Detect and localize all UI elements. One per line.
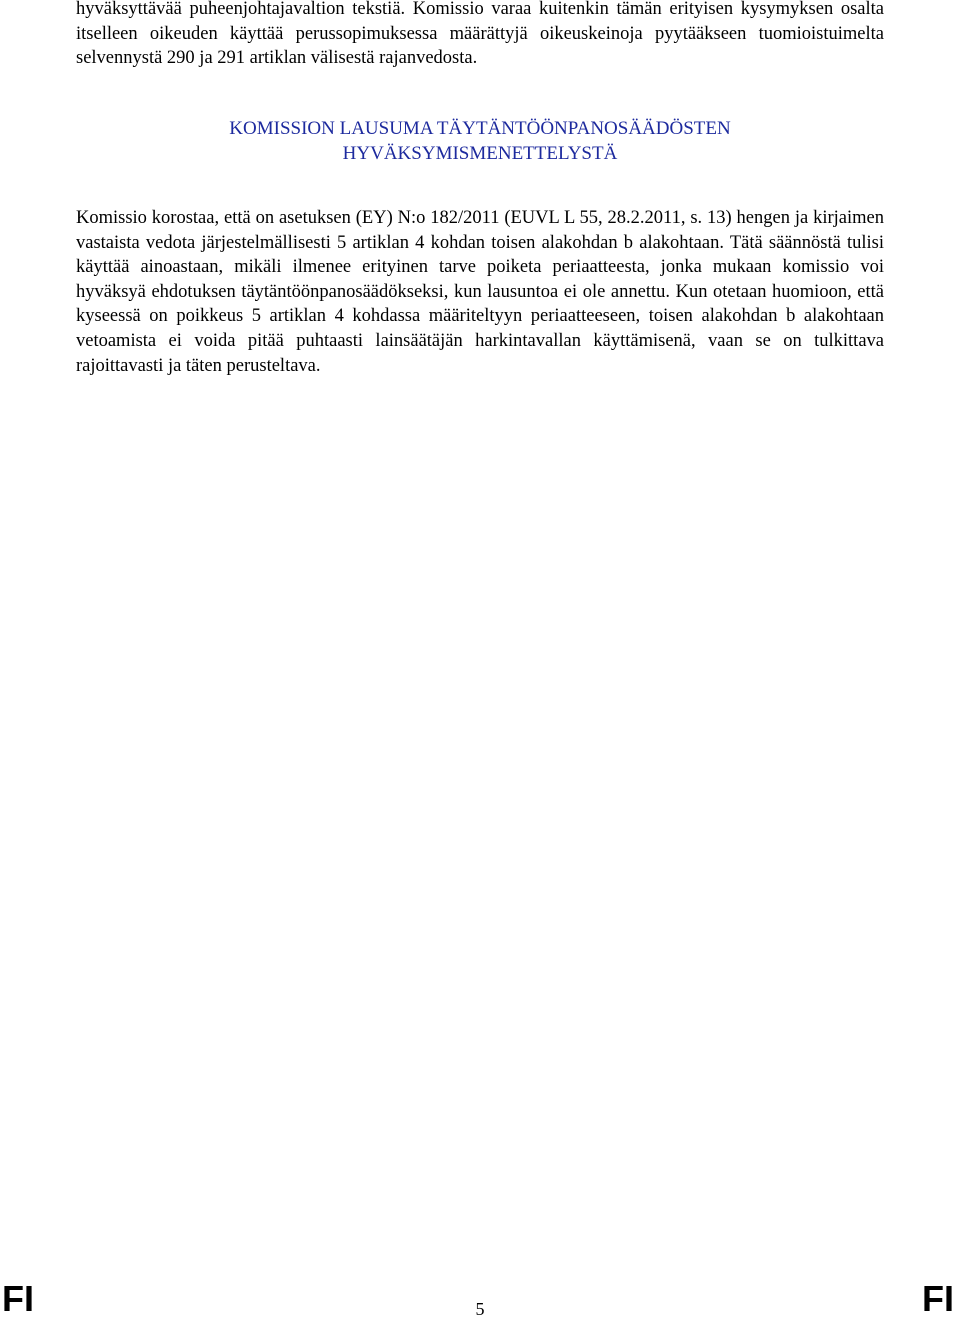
section-heading bbox=[0, 116, 960, 166]
section-heading-line-2: HYVÄKSYMISMENETTELYSTÄ bbox=[342, 143, 618, 164]
footer-language-code-left: FI bbox=[2, 1278, 34, 1319]
body-paragraph-statement: Komissio korostaa, että on asetuksen (EY) N:o 182/2011 (EUVL L 55, 28.2.2011, s. 13) hengen ja kirjaimen vastaista vedota järjestelmällisesti 5 artiklan 4 kohdan toisen alakohdan b alakohtaan. Tätä säännöstä tulisi käyttää ainoastaan, mikäli ilmenee erityinen tarve poiketa periaatteesta, jonka mukaan komissio voi hyväksyä ehdotuksen täytäntöönpanosäädökseksi, kun lausuntoa ei ole annettu. Kun otetaan huomioon, että kyseessä on poikkeus 5 artiklan 4 kohdassa määriteltyyn periaatteeseen, toisen alakohdan b alakohtaan vetoamista ei voida pitää puhtaasti lainsäätäjän harkintavallan käyttämisenä, vaan se on tulkittava rajoittavasti ja täten perusteltava. bbox=[76, 208, 884, 376]
footer-language-code-right: FI bbox=[922, 1278, 954, 1319]
page-number: 5 bbox=[475, 1299, 485, 1319]
body-paragraph-intro: hyväksyttävää puheenjohtajavaltion tekstiä. Komissio varaa kuitenkin tämän erityisen kysymyksen osalta itselleen oikeuden käyttää perussopimuksessa määrättyjä oikeuskeinoja pyytääkseen tuomioistuimelta selvennystä 290 ja 291 artiklan välisestä rajanvedosta. bbox=[76, 0, 884, 69]
section-heading-line-1: KOMISSION LAUSUMA TÄYTÄNTÖÖNPANOSÄÄDÖSTEN bbox=[229, 118, 731, 139]
